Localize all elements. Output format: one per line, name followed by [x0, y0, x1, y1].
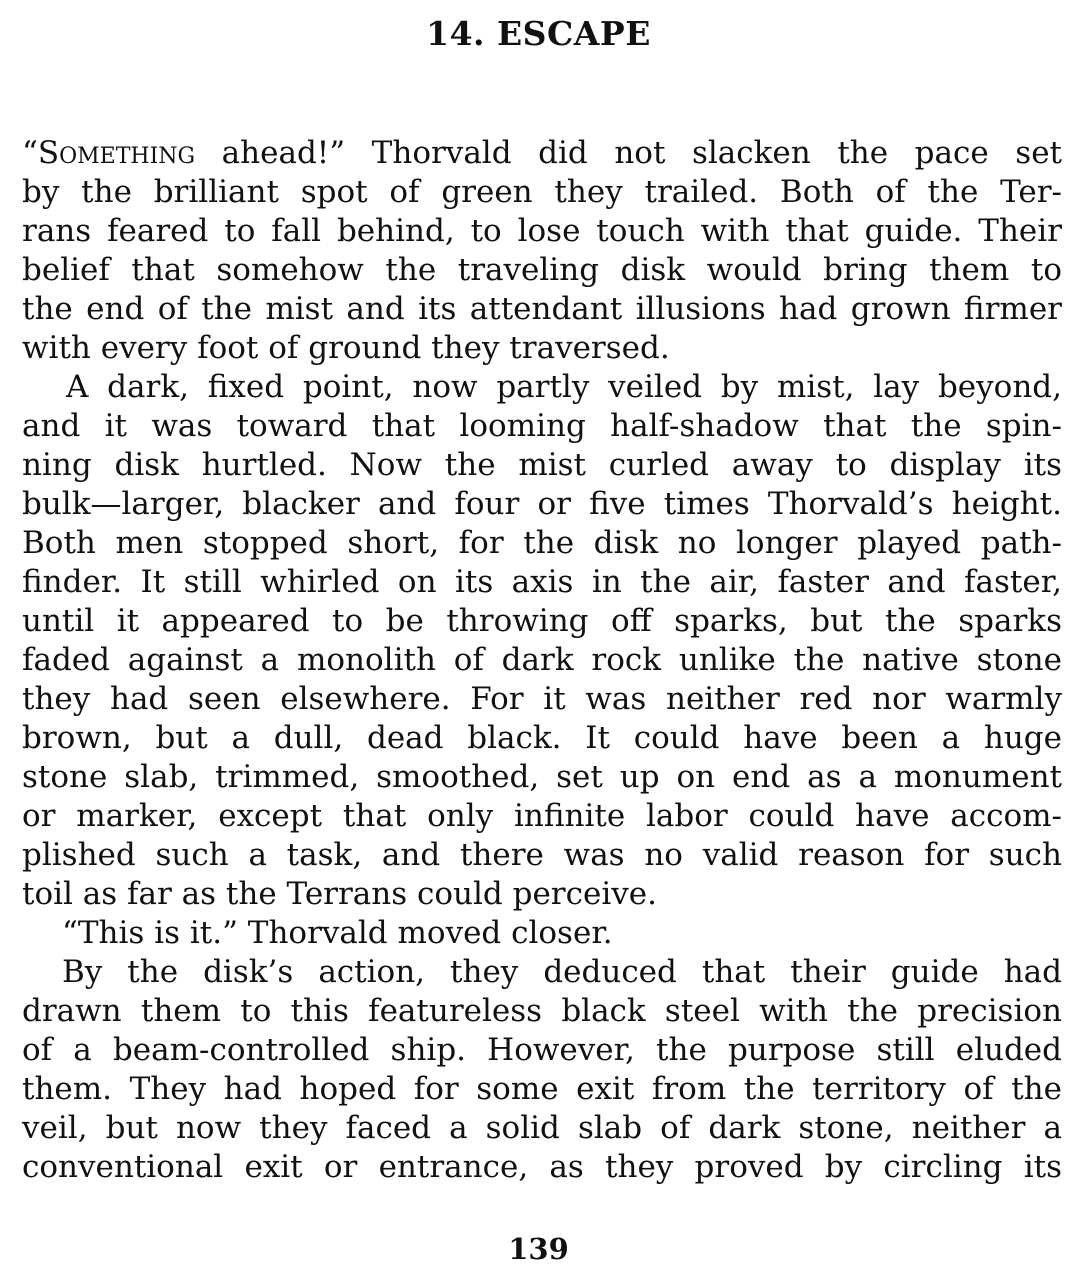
text-line: A dark, fixed point, now partly veiled by mist, lay beyond, — [66, 369, 1062, 405]
text-line: they had seen elsewhere. For it was neither red nor warmly — [22, 681, 1062, 717]
text-line: faded against a monolith of dark rock unlike the native stone — [22, 642, 1062, 678]
text-line: plished such a task, and there was no valid reason for such — [22, 837, 1062, 873]
text-line: and it was toward that looming half-shadow that the spin- — [22, 408, 1062, 444]
text-line: toil as far as the Terrans could perceive. — [22, 876, 657, 912]
text-line: conventional exit or entrance, as they proved by circling its — [22, 1149, 1062, 1185]
chapter-title: 14. ESCAPE — [426, 14, 651, 53]
text-line: of a beam-controlled ship. However, the purpose still eluded — [22, 1032, 1062, 1068]
text-line: them. They had hoped for some exit from the territory of the — [22, 1071, 1062, 1107]
text-line: by the brilliant spot of green they trailed. Both of the Ter- — [22, 174, 1062, 210]
text-line: Both men stopped short, for the disk no longer played path- — [22, 525, 1062, 561]
text-line: the end of the mist and its attendant illusions had grown firmer — [22, 291, 1062, 327]
text-line: drawn them to this featureless black steel with the precision — [22, 993, 1062, 1029]
body-text — [22, 134, 1062, 1187]
text-line-content: ahead!” Thorvald did not slacken the pace set — [195, 135, 1062, 171]
text-line: veil, but now they faced a solid slab of dark stone, neither a — [22, 1110, 1062, 1146]
text-line: By the disk’s action, they deduced that their guide had — [62, 954, 1062, 990]
text-line: with every foot of ground they traversed. — [22, 330, 670, 366]
text-line: belief that somehow the traveling disk would bring them to — [22, 252, 1062, 288]
text-line — [22, 134, 1062, 173]
text-line: rans feared to fall behind, to lose touch with that guide. Their — [22, 213, 1062, 249]
open-quote: “ — [22, 135, 38, 171]
text-line: stone slab, trimmed, smoothed, set up on end as a monument — [22, 759, 1062, 795]
text-line: until it appeared to be throwing off sparks, but the sparks — [22, 603, 1062, 639]
text-line: bulk—larger, blacker and four or five times Thorvald’s height. — [22, 486, 1062, 522]
text-line: ning disk hurtled. Now the mist curled away to display its — [22, 447, 1062, 483]
smallcaps-opening-word: Something — [37, 135, 196, 171]
text-line: brown, but a dull, dead black. It could have been a huge — [22, 720, 1062, 756]
text-line: or marker, except that only infinite labor could have accom- — [22, 798, 1062, 834]
page-number: 139 — [508, 1232, 569, 1266]
text-line: “This is it.” Thorvald moved closer. — [62, 915, 613, 951]
text-line: finder. It still whirled on its axis in the air, faster and faster, — [22, 564, 1062, 600]
